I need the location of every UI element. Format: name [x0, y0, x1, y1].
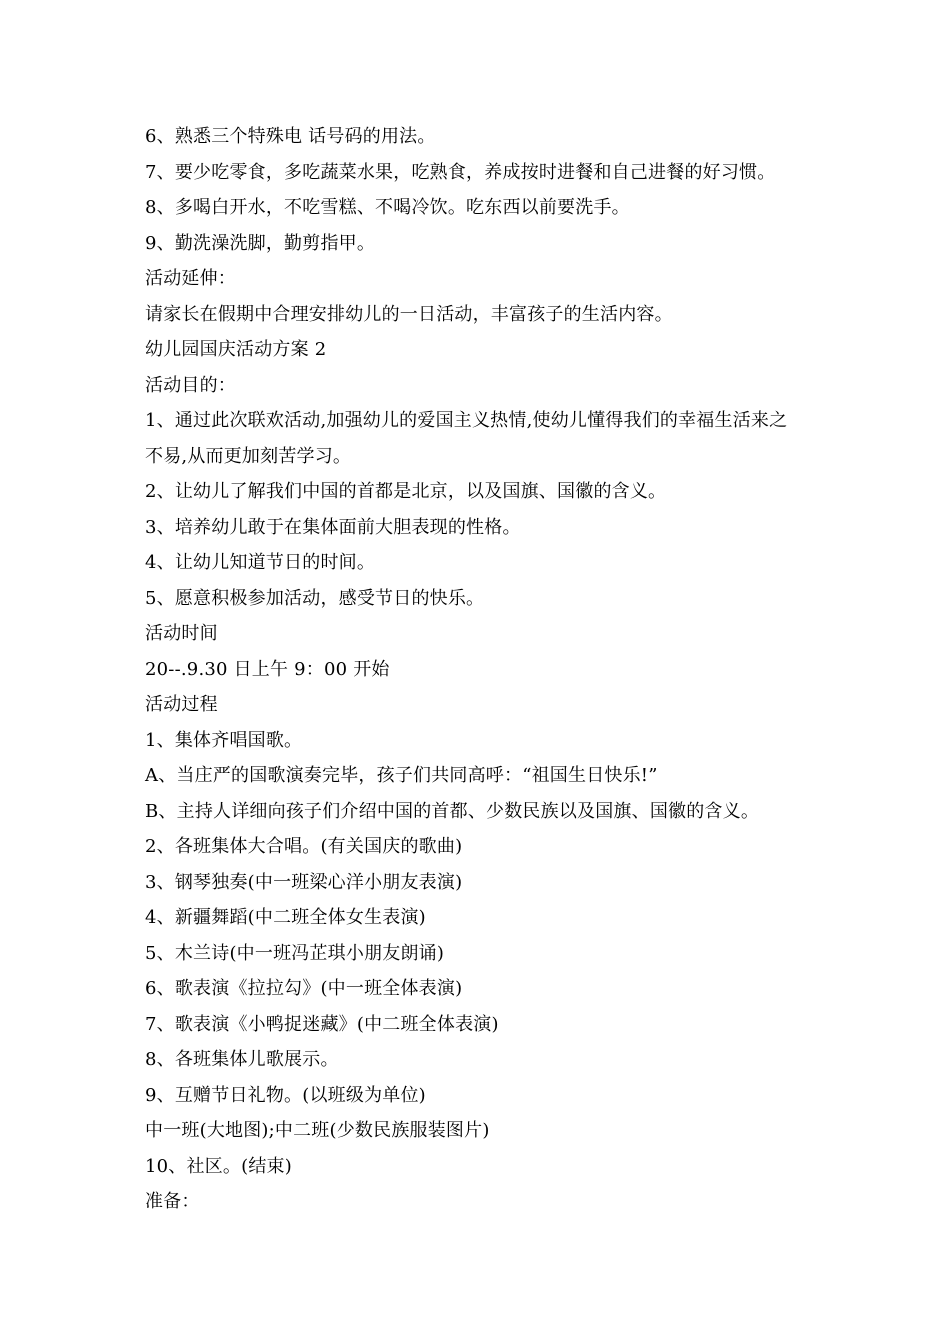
- list-item-anthem-a: A、当庄严的国歌演奏完毕，孩子们共同高呼：“祖国生日快乐!”: [145, 765, 658, 786]
- list-item-song-lalagou: 6、歌表演《拉拉勾》(中一班全体表演): [145, 978, 463, 999]
- paragraph-parents-note: 请家长在假期中合理安排幼儿的一日活动，丰富孩子的生活内容。: [145, 303, 673, 325]
- list-item-goal-1: 1、通过此次联欢活动,加强幼儿的爱国主义热情,使幼儿懂得我们的幸福生活来之: [145, 410, 788, 431]
- list-item-rhymes: 8、各班集体儿歌展示。: [145, 1049, 339, 1070]
- section-heading-preparation: 准备：: [145, 1191, 200, 1212]
- list-item-eating-habits: 7、要少吃零食，多吃蔬菜水果，吃熟食，养成按时进餐和自己进餐的好习惯。: [145, 161, 776, 183]
- list-item-goal-3: 3、培养幼儿敢于在集体面前大胆表现的性格。: [145, 516, 521, 538]
- list-item-anthem: 1、集体齐唱国歌。: [145, 729, 303, 751]
- section-heading-goals: 活动目的：: [145, 374, 236, 396]
- list-item-drinking-water: 8、多喝白开水，不吃雪糕、不喝冷饮。吃东西以前要洗手。: [145, 197, 630, 218]
- list-item-dance: 4、新疆舞蹈(中二班全体女生表演): [145, 907, 426, 928]
- list-item-song-ducklings: 7、歌表演《小鸭捉迷藏》(中二班全体表演): [145, 1013, 499, 1035]
- list-item-hygiene: 9、勤洗澡洗脚，勤剪指甲。: [145, 232, 376, 254]
- list-item-anthem-b: B、主持人详细向孩子们介绍中国的首都、少数民族以及国旗、国徽的含义。: [145, 800, 760, 822]
- list-item-phone-numbers: 6、熟悉三个特殊电 话号码的用法。: [145, 126, 436, 147]
- list-item-gifts-detail: 中一班(大地图);中二班(少数民族服装图片): [145, 1120, 490, 1141]
- list-item-goal-4: 4、让幼儿知道节日的时间。: [145, 552, 376, 573]
- section-heading-time: 活动时间: [145, 623, 218, 644]
- list-item-gifts: 9、互赠节日礼物。(以班级为单位): [145, 1084, 426, 1106]
- section-heading-extension: 活动延伸：: [145, 268, 236, 289]
- document-title-plan-2: 幼儿园国庆活动方案 2: [145, 339, 327, 360]
- list-item-chorus: 2、各班集体大合唱。(有关国庆的歌曲): [145, 836, 463, 857]
- section-heading-process: 活动过程: [145, 694, 218, 715]
- list-item-piano: 3、钢琴独奏(中一班梁心洋小朋友表演): [145, 871, 463, 893]
- list-item-goal-2: 2、让幼儿了解我们中国的首都是北京，以及国旗、国徽的含义。: [145, 481, 667, 502]
- event-time: 20--.9.30 日上午 9：00 开始: [145, 658, 390, 680]
- list-item-goal-1-continued: 不易,从而更加刻苦学习。: [145, 445, 352, 467]
- list-item-poem: 5、木兰诗(中一班冯芷琪小朋友朗诵): [145, 942, 445, 964]
- list-item-goal-5: 5、愿意积极参加活动，感受节日的快乐。: [145, 587, 485, 609]
- document-body: [145, 119, 825, 1220]
- list-item-community: 10、社区。(结束): [145, 1155, 292, 1177]
